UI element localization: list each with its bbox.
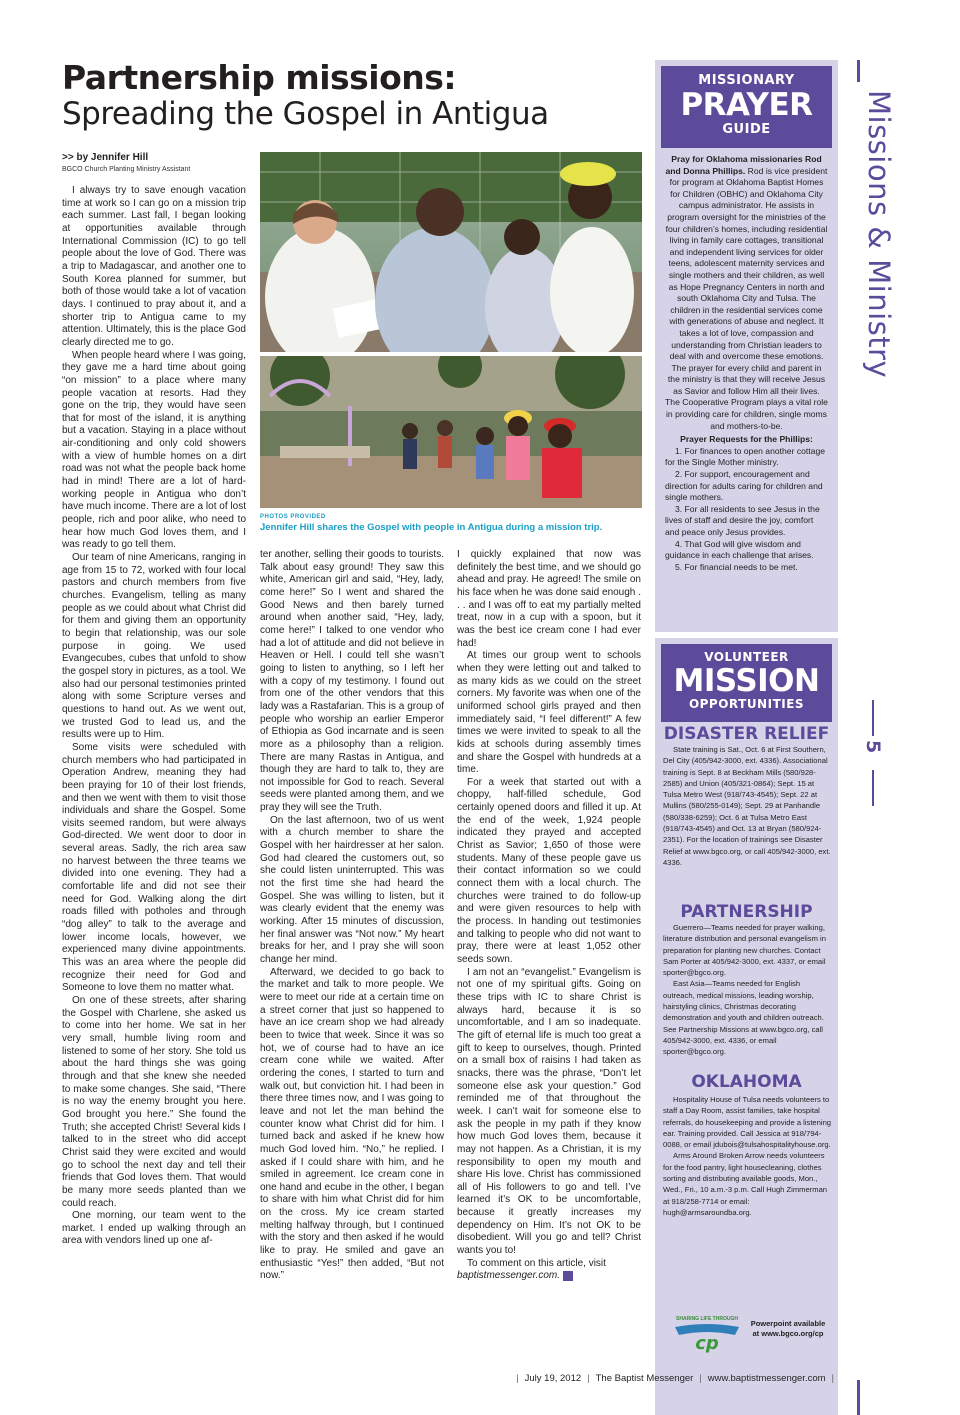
footer-date: July 19, 2012: [524, 1373, 582, 1384]
article-column-1: [62, 185, 246, 1248]
paragraph: ter another, selling their goods to tourists. Talk about easy ground! They saw this white, American girl and said, “Hey, lady, come here!” So I went and shared the Good News and then barely turned around when another said, “Hey, lady, come here!” I talked to one vendor who had a lot of attitude and did not believe in Heaven or Hell. I could tell she wasn’t going to listen to anything, so I left her with a copy of my testimony. I found out from one of the other vendors that this lady was a Rastafarian. This is a group of people who worship an earlier Emperor of Ethiopia as God incarnate and is seen more as a philosophy than a religion. There are many Rastas in Antigua, and though they are hard to talk to, they are not impossible for God to reach. Several seeds were planted among them, and we pray they will see the Truth.: [260, 549, 444, 814]
paragraph: When people heard where I was going, they gave me a hard time about going “on mission” to a place where many people vacation at resorts. Had they gone on the trip, they would have seen that for most of the island, it is anything but a vacation. Staying in a place without air-conditioning and only cold showers with a view of humble homes on a dirt road was not what the people back home had in mind! There are a lot of hard-working people in Antigua who don’t have much income. There are a lot of lost people, rich and poor alike, who need to hear how much God loves them, and I was ready to go tell them.: [62, 349, 246, 551]
prayer-request: 4. That God will give wisdom and guidance in each challenge that arises.: [665, 538, 814, 561]
cp-tagline: SHARING LIFE THROUGH: [676, 1316, 738, 1322]
paragraph: On the last afternoon, two of us went with a church member to share the Gospel with her hairdresser at her salon. God had cleared the customers out, so she could listen uninterrupted. This was not the first time she had heard the Gospel. She was willing to listen, but it was clearly evident that the enemy was working. After 15 minutes of discussion, her final answer was “Not now.” My heart breaks for her, and I pray she will soon change her mind.: [260, 814, 444, 965]
partnership-heading: PARTNERSHIP: [680, 902, 813, 922]
banner-top: VOLUNTEER: [704, 650, 789, 664]
paragraph: One morning, our team went to the market. I ended up walking through an area with vendors lined up one af-: [62, 1210, 246, 1247]
paragraph: At times our group went to schools when they were letting out and talked to as many kids as we could on the street corners. My favorite was when one of the uniformed school girls prayed and then immediately said, “I feel different!” A few times we were invited to speak to all the kids at schools during assembly times and share the Gospel with hundreds at a time.: [457, 650, 641, 776]
banner-bottom: OPPORTUNITIES: [688, 697, 805, 711]
page-footer: | July 19, 2012 | The Baptist Messenger | www.baptistmessenger.com |: [516, 1373, 834, 1384]
disaster-relief-heading: DISASTER RELIEF: [663, 724, 830, 744]
paragraph: Afterward, we decided to go back to the market and talk to more people. We were to meet our ride at a certain time on a street corner that just so happened to have an ice cream shop we had already been to twice that week. Since it was so hot, we of course had to have an ice cream cone while we waited. After ordering the cones, I started to turn and walk out, but conviction hit. I had been in there three times now, and I was going to leave and not let the man behind the counter know what Christ did for him. I turned back and asked if he knew how much God loved him. “No,” he replied. I asked if I could share with him, and he smiled in agreement. Ice cream cone in one hand and ecube in the other, I began to share with him what Christ did for him on the cross. My ice cream started melting halfway through, but I continued with the story and then asked if he would like to pray. He smiled and gave an enthusiastic “Yes!” then added, “But not now.”: [260, 966, 444, 1282]
prayer-request: 2. For support, encouragement and direction for adults caring for children and single mothers.: [665, 469, 823, 503]
prayer-guide-text: [665, 154, 828, 573]
banner-main: MISSION: [673, 663, 820, 699]
volunteer-banner: [661, 644, 832, 722]
divider: [872, 770, 874, 806]
sidebar: [655, 60, 838, 1415]
end-mark-icon: m: [563, 1271, 573, 1281]
paragraph: I am not an “evangelist.” Evangelism is not one of my spiritual gifts. Going on these trips with IC to share Christ is always hard, because it is so uncomfortable, and I am so inadequate. The gift of eternal life is much too great a gift to keep to ourselves, though. Printed on a small box of raisins I had taken as snacks, there was the phrase, “Don’t let someone else ask your question.” God reminded me of that throughout the week. I can’t wait for someone else to ask the people in my path if they know how much God loves them, because it may not happen. As a Christian, it is my responsibility to open my mouth and share His love. Christ has commissioned all of His followers to go and tell. I’ve learned it’s OK to be uncomfortable, because it greatly increases my dependency on Him. It’s not OK to be disobedient. Will you go and tell? Christ wants you to!: [457, 966, 641, 1257]
article-column-3: [457, 549, 641, 1283]
prayer-request: 5. For financial needs to be met.: [675, 561, 798, 572]
photo-caption: Jennifer Hill shares the Gospel with people in Antigua during a mission trip.: [260, 522, 603, 533]
footer-website[interactable]: www.baptistmessenger.com: [707, 1373, 826, 1384]
paragraph: I always try to save enough vacation time at work so I can go on a mission trip each summer. Last fall, I began looking at opportunities available through International Commission (IC) to go tell people about the love of God. There was a trip to Madagascar, and another one to South Korea planned for summer, but both of those would take a lot of vacation days. I continued to pray about it, and a shorter trip to Antigua came to my attention. Ultimately, this is the place God clearly directed me to go.: [62, 185, 246, 348]
paragraph: I quickly explained that now was definitely the best time, and we should go ahead and pray. He agreed! The smile on his face when he was done said enough . . . and I was off to eat my partially melted treat, now in a cup with a spoon, but it was the best ice cream cone I had ever had!: [457, 549, 641, 649]
volunteer-box: [655, 638, 838, 1415]
section-title: Missions & Ministry: [862, 90, 896, 379]
prayer-guide-banner: [661, 66, 832, 148]
banner-top: MISSIONARY: [698, 73, 795, 88]
paragraph: For a week that started out with a choppy, half-filled schedule, God certainly opened doors and filled it up. At the end of the week, 1,924 people indicated they prayed and accepted Christ as Savior; 1,650 of those were students. Many of these people gave us their contact information so we could connect them with a local church. The churches were trained to do follow-up and were given resources to help with the process. In handing out testimonies and talking to people who did not want to pray, there were at least 1,052 other seeds sown.: [457, 776, 641, 965]
article-column-2: [260, 549, 444, 1283]
banner-bottom: GUIDE: [722, 122, 771, 137]
article-title: Partnership missions:: [62, 58, 457, 97]
article-headline: [62, 60, 642, 132]
partnership-text: Guerrero—Teams needed for prayer walking, literature distribution and personal evangelism in preparation for planting new churches. Contact Sam Porter at 405/942-3000, ext. 4337, or email sporter@bgco.org. East Asia—Teams needed for English outreach, medical missions, leading worship, hairstyling clinics, Christmas decorating demonstration and youth and children outreach. See Partnership Missions at www.bgco.org, call 405/942-3000, ext. 4336, or email sporter@bgco.org.: [663, 923, 826, 1057]
photo-park-group: [260, 356, 642, 508]
author-role: BGCO Church Planting Ministry Assistant: [62, 166, 191, 173]
cooperative-program-logo: [669, 1313, 745, 1353]
powerpoint-note: Powerpoint available at www.bgco.org/cp: [750, 1319, 826, 1338]
comment-paragraph: [457, 1258, 641, 1283]
photo-credit: PHOTOS PROVIDED: [260, 514, 326, 520]
paragraph: Our team of nine Americans, ranging in age from 15 to 72, worked with four local pastors and church members from five churches. Evangelism, telling as many people as we could about what Christ did for them and giving them an opportunity to begin that relationship, was our sole purpose in going. We used Evangecubes, cubes that unfold to show the gospel story in pictures, as a tool. We also had our personal testimonies printed along with some Scripture verses and questions to hand out. As we went out, we trusted God to lead us, and the results were up to Him.: [62, 552, 246, 741]
divider: [857, 60, 860, 82]
paragraph: Some visits were scheduled with church members who had participated in Operation Andrew, meaning they had been praying for 10 of their lost friends, and then we went with them to visit those individuals and share the Gospel. Some visits seemed random, but were always God-directed. We went door to door in several areas. Sadly, the rich area saw no harvest between the three teams we divided into one evening. They had a comfortable life and did not see their need for God. Walking along the dirt roads filled with potholes and through “dog alley” to talk to the average and lower income locals, however, we experienced many divine appointments. This was an area where the people did recognize their need for God and Someone to love them no matter what.: [62, 741, 246, 994]
prayer-request: 3. For all residents to see Jesus in the lives of staff and desire the joy, comfort and peace only Jesus provides.: [665, 503, 820, 537]
article-subtitle: Spreading the Gospel in Antigua: [62, 96, 549, 132]
disaster-relief-text: State training is Sat., Oct. 6 at First Southern, Del City (405/942-3000, ext. 4336). Associational training is Sept. 8 at Beckham Mills (580/928-2585) and Union (405/321-0864); Sept. 15 at Tulsa Metro West (918/743-4545); Sept. 22 at Mullins (580/255-0149); Sept. 29 at Panhandle (580/338-6259); Oct. 6 at Tulsa Metro East (918/743-4545) and Oct. 13 at Bryan (580/924-2351). For the location of trainings see Disaster Relief at www.bgco.org, or call 405/942-3000, ext. 4336.: [663, 745, 831, 867]
divider: [857, 1380, 860, 1415]
page-number: 5: [862, 740, 884, 754]
comment-prompt: To comment on this article, visit: [467, 1257, 606, 1269]
divider: [872, 700, 874, 736]
footer-publication: The Baptist Messenger: [595, 1373, 694, 1384]
byline: [62, 151, 247, 176]
photo-sharing-gospel: [260, 152, 642, 352]
paragraph: On one of these streets, after sharing the Gospel with Charlene, she asked us to come into her home. We sat in her very small, humble living room and listened to some of her story. She told us about the hard things she was going through and that she knew she needed to make some changes. She said, “There is no way the enemy brought you here. God brought you here.” She found the Truth; she accepted Christ! Several kids I talked to in the street who did accept Christ said they were excited and would go to school the next day and tell their friends that God loves them. That would be many more seeds planted than we could reach.: [62, 995, 246, 1209]
section-bar: [856, 60, 896, 1415]
prayer-lead: Pray for Oklahoma missionaries Rod and Donna Phillips.: [665, 154, 822, 176]
prayer-guide-box: [655, 60, 838, 632]
comment-link[interactable]: baptistmessenger.com.: [457, 1270, 561, 1282]
prayer-requests-title: Prayer Requests for the Phillips:: [680, 434, 813, 445]
cp-text: cp: [695, 1333, 719, 1353]
prayer-body: Rod is vice president for program at Oklahoma Baptist Homes for Children (OBHC) and Oklahoma City campus administrator. He assists in program oversight for the ministries of the four children’s homes, including residential living in family care cottages, transitional and independent living services for older teens, adolescent maternity services and single mothers and their children, as well as Hope Pregnancy Centers in north and south Oklahoma City and Tulsa. The children in the residential services come with generations of abuse and neglect. It takes a lot of love, compassion and understanding from Christian leaders to deal with and overcome these emotions. The prayer for every child and parent in the ministry is that they will receive Jesus as Savior and follow Him all their lives. The Cooperative Program plays a vital role in providing care for children, single moms and mothers-to-be.: [665, 165, 828, 431]
oklahoma-heading: OKLAHOMA: [691, 1072, 802, 1092]
prayer-request: 1. For finances to open another cottage for the Single Mother ministry.: [665, 445, 826, 468]
banner-main: PRAYER: [680, 87, 813, 123]
oklahoma-text: Hospitality House of Tulsa needs volunteers to staff a Day Room, assist families, take hospital referrals, do housekeeping and provide a listening ear. Training provided. Call Jessica at 918/794-0088, or email jdubois@tulsahospitalityhouse.org. Arms Around Broken Arrow needs volunteers for the food pantry, light housecleaning, clothes sorting and distributing available goods, Mon., Wed., Fri., 10 a.m.-3 p.m. Call Hugh Zimmerman at 918/258-7714 or email: hugh@armsaroundba.org.: [663, 1095, 832, 1217]
author-name: >> by Jennifer Hill: [62, 152, 149, 163]
